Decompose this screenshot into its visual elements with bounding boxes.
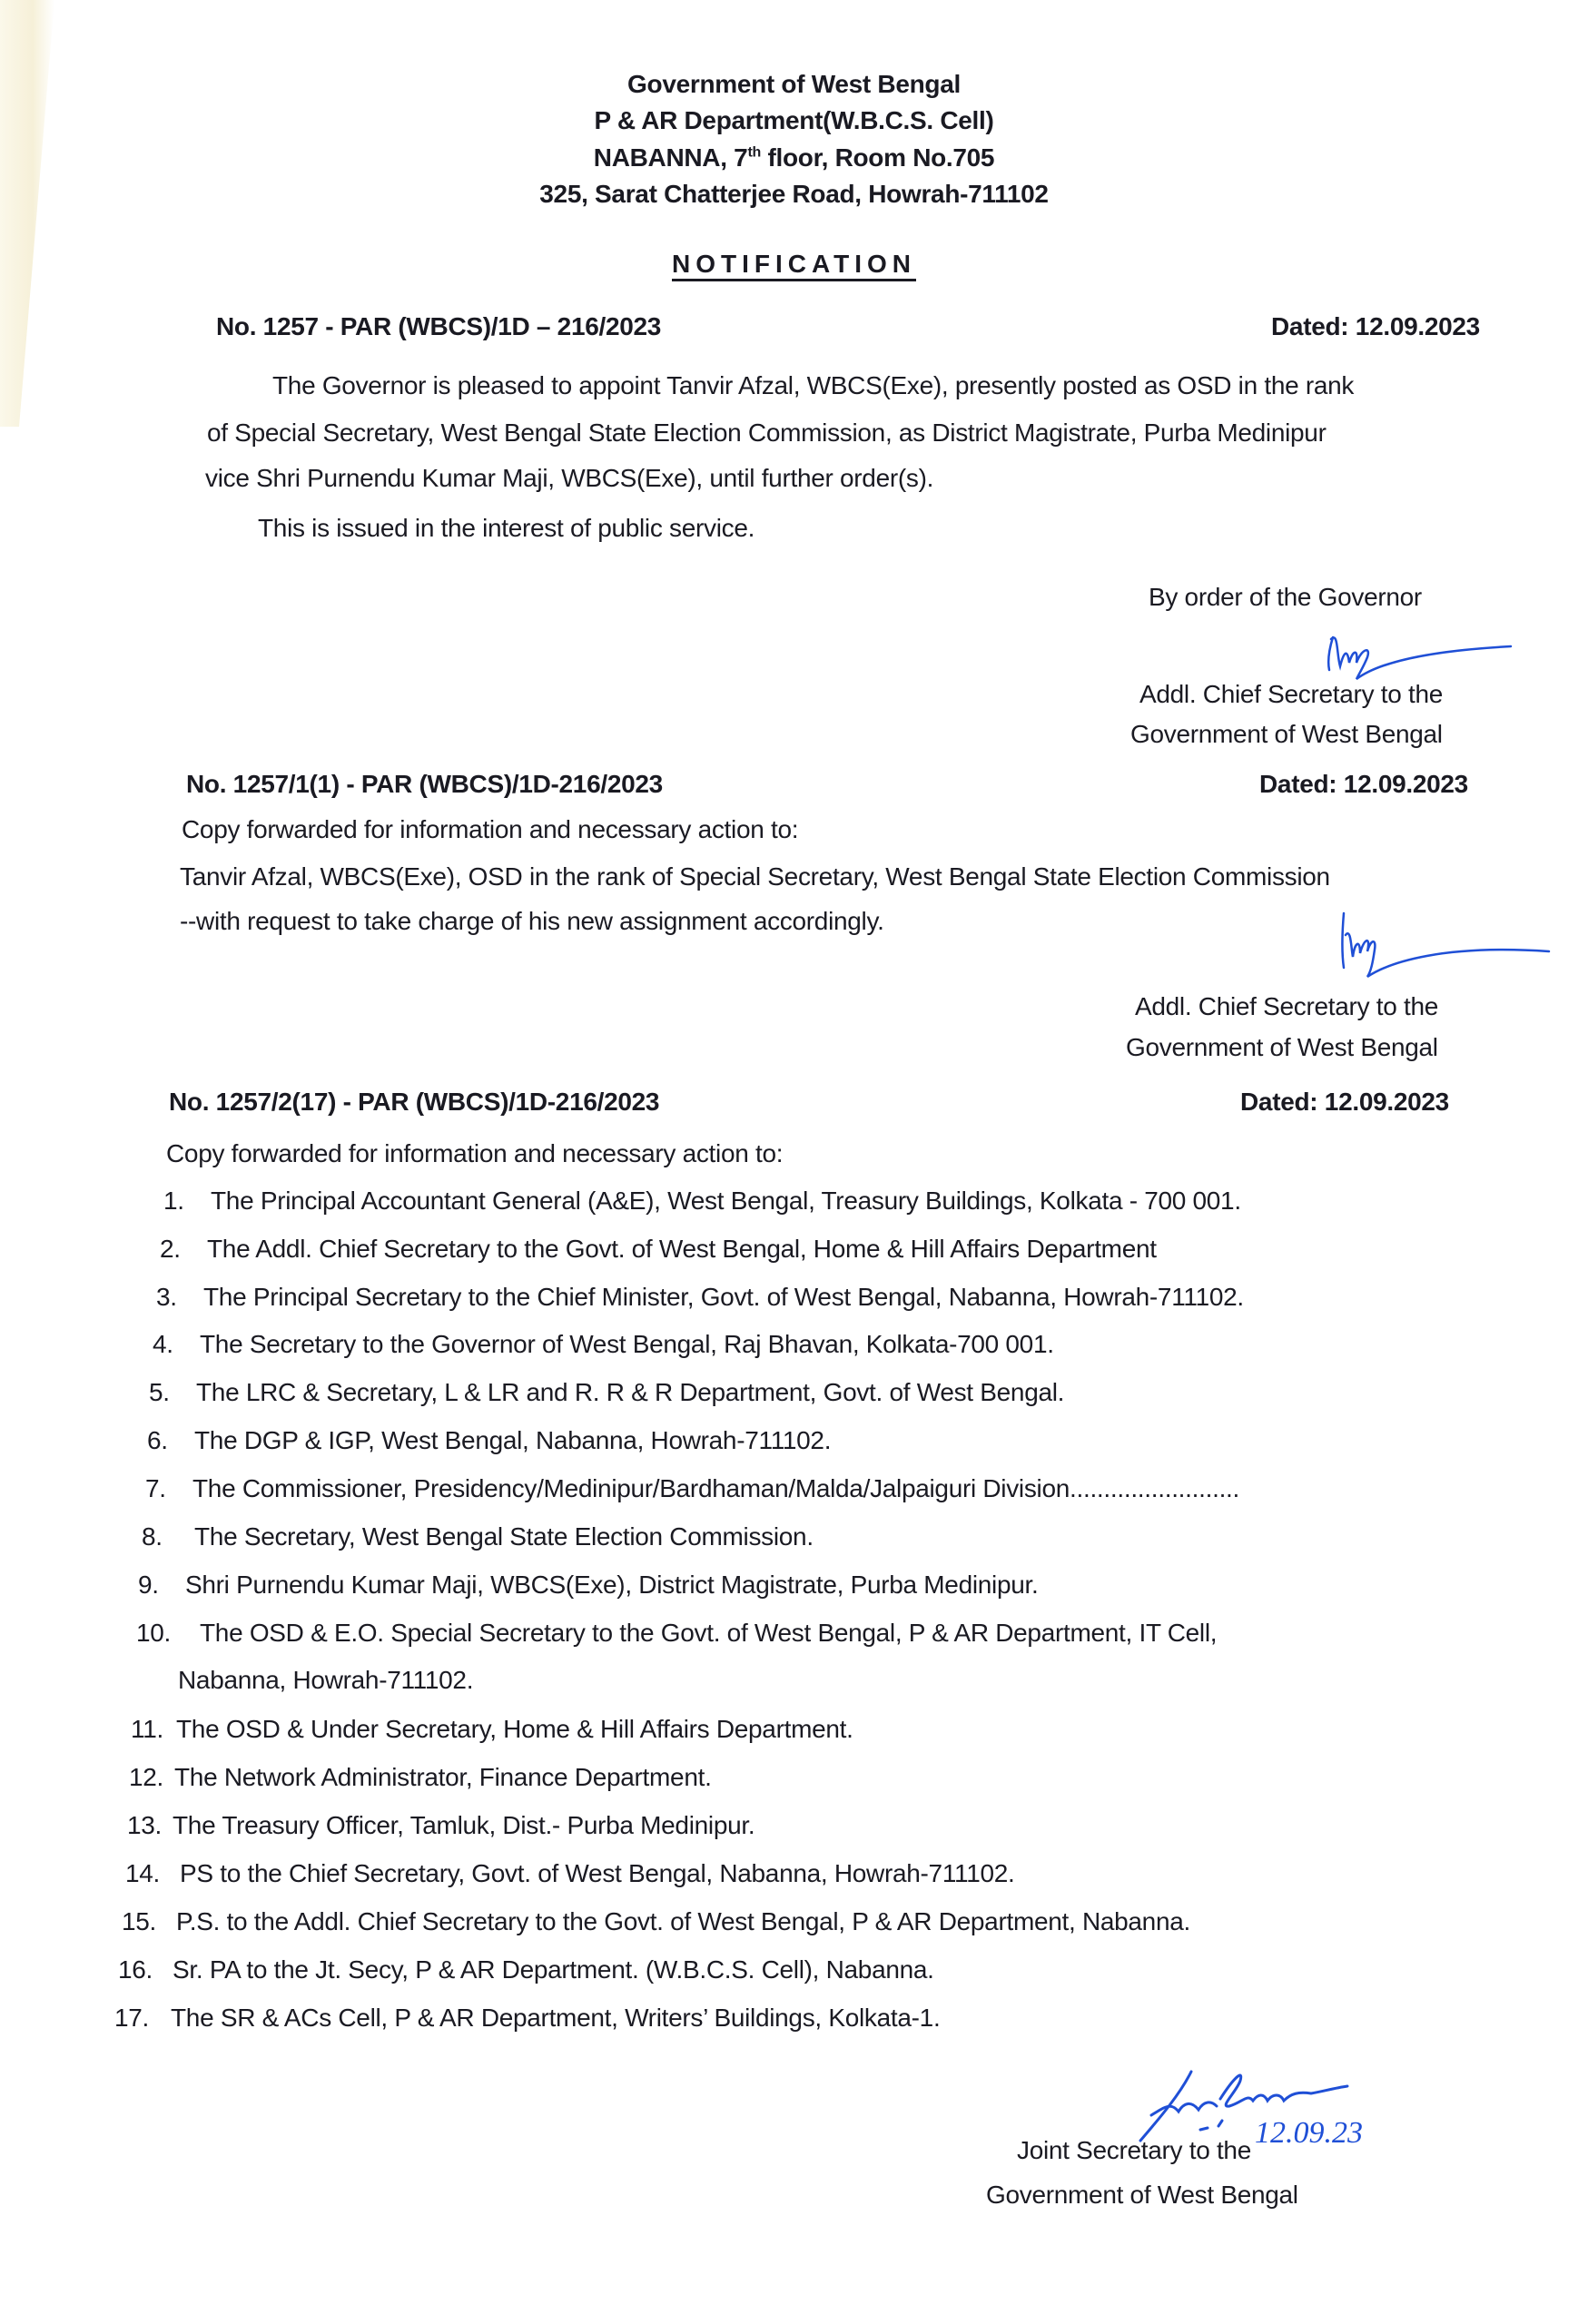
list-item [156, 1282, 1244, 1313]
list-number: 13. [127, 1811, 163, 1839]
list-item [136, 1618, 1217, 1649]
signatory-title: Joint Secretary to the [1017, 2136, 1251, 2164]
list-item [163, 1186, 1241, 1216]
copy1-intro: Copy forwarded for information and necessary action to: [182, 815, 799, 843]
list-number: 2. [160, 1235, 181, 1263]
list-number: 12. [129, 1763, 164, 1791]
copy2-number: No. 1257/2(17) - PAR (WBCS)/1D-216/2023 [169, 1088, 660, 1116]
list-text: The Secretary, West Bengal State Election Commission. [194, 1522, 814, 1551]
list-number: 1. [163, 1187, 184, 1215]
order-body-line: of Special Secretary, West Bengal State Election Commission, as District Magistrate, Purba Medinipur [207, 419, 1327, 447]
list-item [127, 1810, 755, 1841]
list-text: The SR & ACs Cell, P & AR Department, Writers’ Buildings, Kolkata-1. [171, 2004, 941, 2032]
notification-title [0, 249, 1588, 280]
list-item [129, 1762, 712, 1793]
copy1-recipient: Tanvir Afzal, WBCS(Exe), OSD in the rank of Special Secretary, West Bengal State Election Commission [180, 862, 1330, 891]
list-number: 5. [149, 1378, 170, 1406]
list-item [131, 1714, 853, 1745]
list-number: 15. [122, 1907, 157, 1935]
list-number: 9. [138, 1571, 159, 1599]
public-service-line: This is issued in the interest of public service. [258, 514, 755, 542]
list-number: 6. [147, 1426, 168, 1454]
list-number: 17. [114, 2004, 150, 2032]
list-number: 10. [136, 1619, 172, 1647]
order-number: No. 1257 - PAR (WBCS)/1D – 216/2023 [216, 312, 662, 340]
copy1-number: No. 1257/1(1) - PAR (WBCS)/1D-216/2023 [186, 770, 663, 798]
list-text: The Commissioner, Presidency/Medinipur/Bardhaman/Malda/Jalpaiguri Division......................... [192, 1474, 1240, 1502]
list-number: 4. [153, 1330, 173, 1358]
list-number: 16. [118, 1955, 153, 1984]
list-text: The Principal Accountant General (A&E), West Bengal, Treasury Buildings, Kolkata - 700 001. [211, 1187, 1241, 1215]
signatory-government: Government of West Bengal [1130, 720, 1443, 748]
list-item [118, 1955, 934, 1985]
scanned-page-edge [0, 0, 54, 427]
list-item [145, 1473, 1239, 1504]
list-item [153, 1329, 1054, 1360]
header-department: P & AR Department(W.B.C.S. Cell) [594, 106, 994, 134]
list-text: The DGP & IGP, West Bengal, Nabanna, Howrah-711102. [194, 1426, 832, 1454]
list-text: The Principal Secretary to the Chief Minister, Govt. of West Bengal, Nabanna, Howrah-711102. [203, 1283, 1244, 1311]
list-number: 3. [156, 1283, 177, 1311]
copy2-date: Dated: 12.09.2023 [1240, 1088, 1449, 1116]
list-text: Sr. PA to the Jt. Secy, P & AR Department. (W.B.C.S. Cell), Nabanna. [173, 1955, 934, 1984]
signature-addl-chief-secretary-2 [1335, 908, 1553, 990]
header-address: 325, Sarat Chatterjee Road, Howrah-711102 [539, 180, 1049, 208]
list-item [122, 1906, 1190, 1937]
list-item [147, 1425, 831, 1456]
list-item [138, 1570, 1038, 1600]
header-government: Government of West Bengal [627, 70, 961, 98]
order-date: Dated: 12.09.2023 [1271, 312, 1480, 340]
notification-title-text: NOTIFICATION [672, 250, 916, 281]
header-office-part: NABANNA, 7 [593, 143, 748, 172]
list-item [125, 1858, 1015, 1889]
copy2-intro: Copy forwarded for information and necessary action to: [166, 1139, 784, 1167]
list-number: 14. [125, 1859, 161, 1887]
header-office-part: floor, Room No.705 [760, 143, 995, 172]
list-item [114, 2003, 940, 2034]
header-office [0, 143, 1588, 173]
order-body-line: vice Shri Purnendu Kumar Maji, WBCS(Exe), until further order(s). [205, 464, 934, 492]
copy1-note: --with request to take charge of his new assignment accordingly. [180, 907, 884, 935]
list-text: The LRC & Secretary, L & LR and R. R & R Department, Govt. of West Bengal. [196, 1378, 1065, 1406]
signatory-title: Addl. Chief Secretary to the [1135, 992, 1438, 1020]
list-number: 11. [131, 1715, 163, 1743]
list-number: 7. [145, 1474, 166, 1502]
list-text: The Treasury Officer, Tamluk, Dist.- Purba Medinipur. [173, 1811, 755, 1839]
signatory-government: Government of West Bengal [1126, 1033, 1438, 1061]
list-item [142, 1521, 814, 1552]
list-item-continuation: Nabanna, Howrah-711102. [178, 1666, 474, 1694]
list-item [149, 1377, 1064, 1408]
list-number: 8. [142, 1522, 163, 1551]
list-text: PS to the Chief Secretary, Govt. of West Bengal, Nabanna, Howrah-711102. [180, 1859, 1015, 1887]
signatory-title: Addl. Chief Secretary to the [1139, 680, 1443, 708]
list-text: P.S. to the Addl. Chief Secretary to the Govt. of West Bengal, P & AR Department, Nabanna. [176, 1907, 1190, 1935]
list-text: The Network Administrator, Finance Department. [174, 1763, 712, 1791]
list-text: The OSD & Under Secretary, Home & Hill Affairs Department. [176, 1715, 853, 1743]
order-body-line: The Governor is pleased to appoint Tanvir Afzal, WBCS(Exe), presently posted as OSD in the rank [272, 371, 1355, 399]
by-order-line: By order of the Governor [1149, 583, 1422, 611]
header-office-sup: th [747, 144, 761, 161]
list-text: The OSD & E.O. Special Secretary to the Govt. of West Bengal, P & AR Department, IT Cell, [200, 1619, 1218, 1647]
signature-date: 12.09.23 [1255, 2116, 1363, 2150]
list-text: The Addl. Chief Secretary to the Govt. of West Bengal, Home & Hill Affairs Department [207, 1235, 1157, 1263]
list-item [160, 1234, 1157, 1265]
copy1-date: Dated: 12.09.2023 [1259, 770, 1468, 798]
list-text: Shri Purnendu Kumar Maji, WBCS(Exe), District Magistrate, Purba Medinipur. [185, 1571, 1039, 1599]
signatory-government: Government of West Bengal [986, 2181, 1298, 2209]
list-text: The Secretary to the Governor of West Bengal, Raj Bhavan, Kolkata-700 001. [200, 1330, 1054, 1358]
